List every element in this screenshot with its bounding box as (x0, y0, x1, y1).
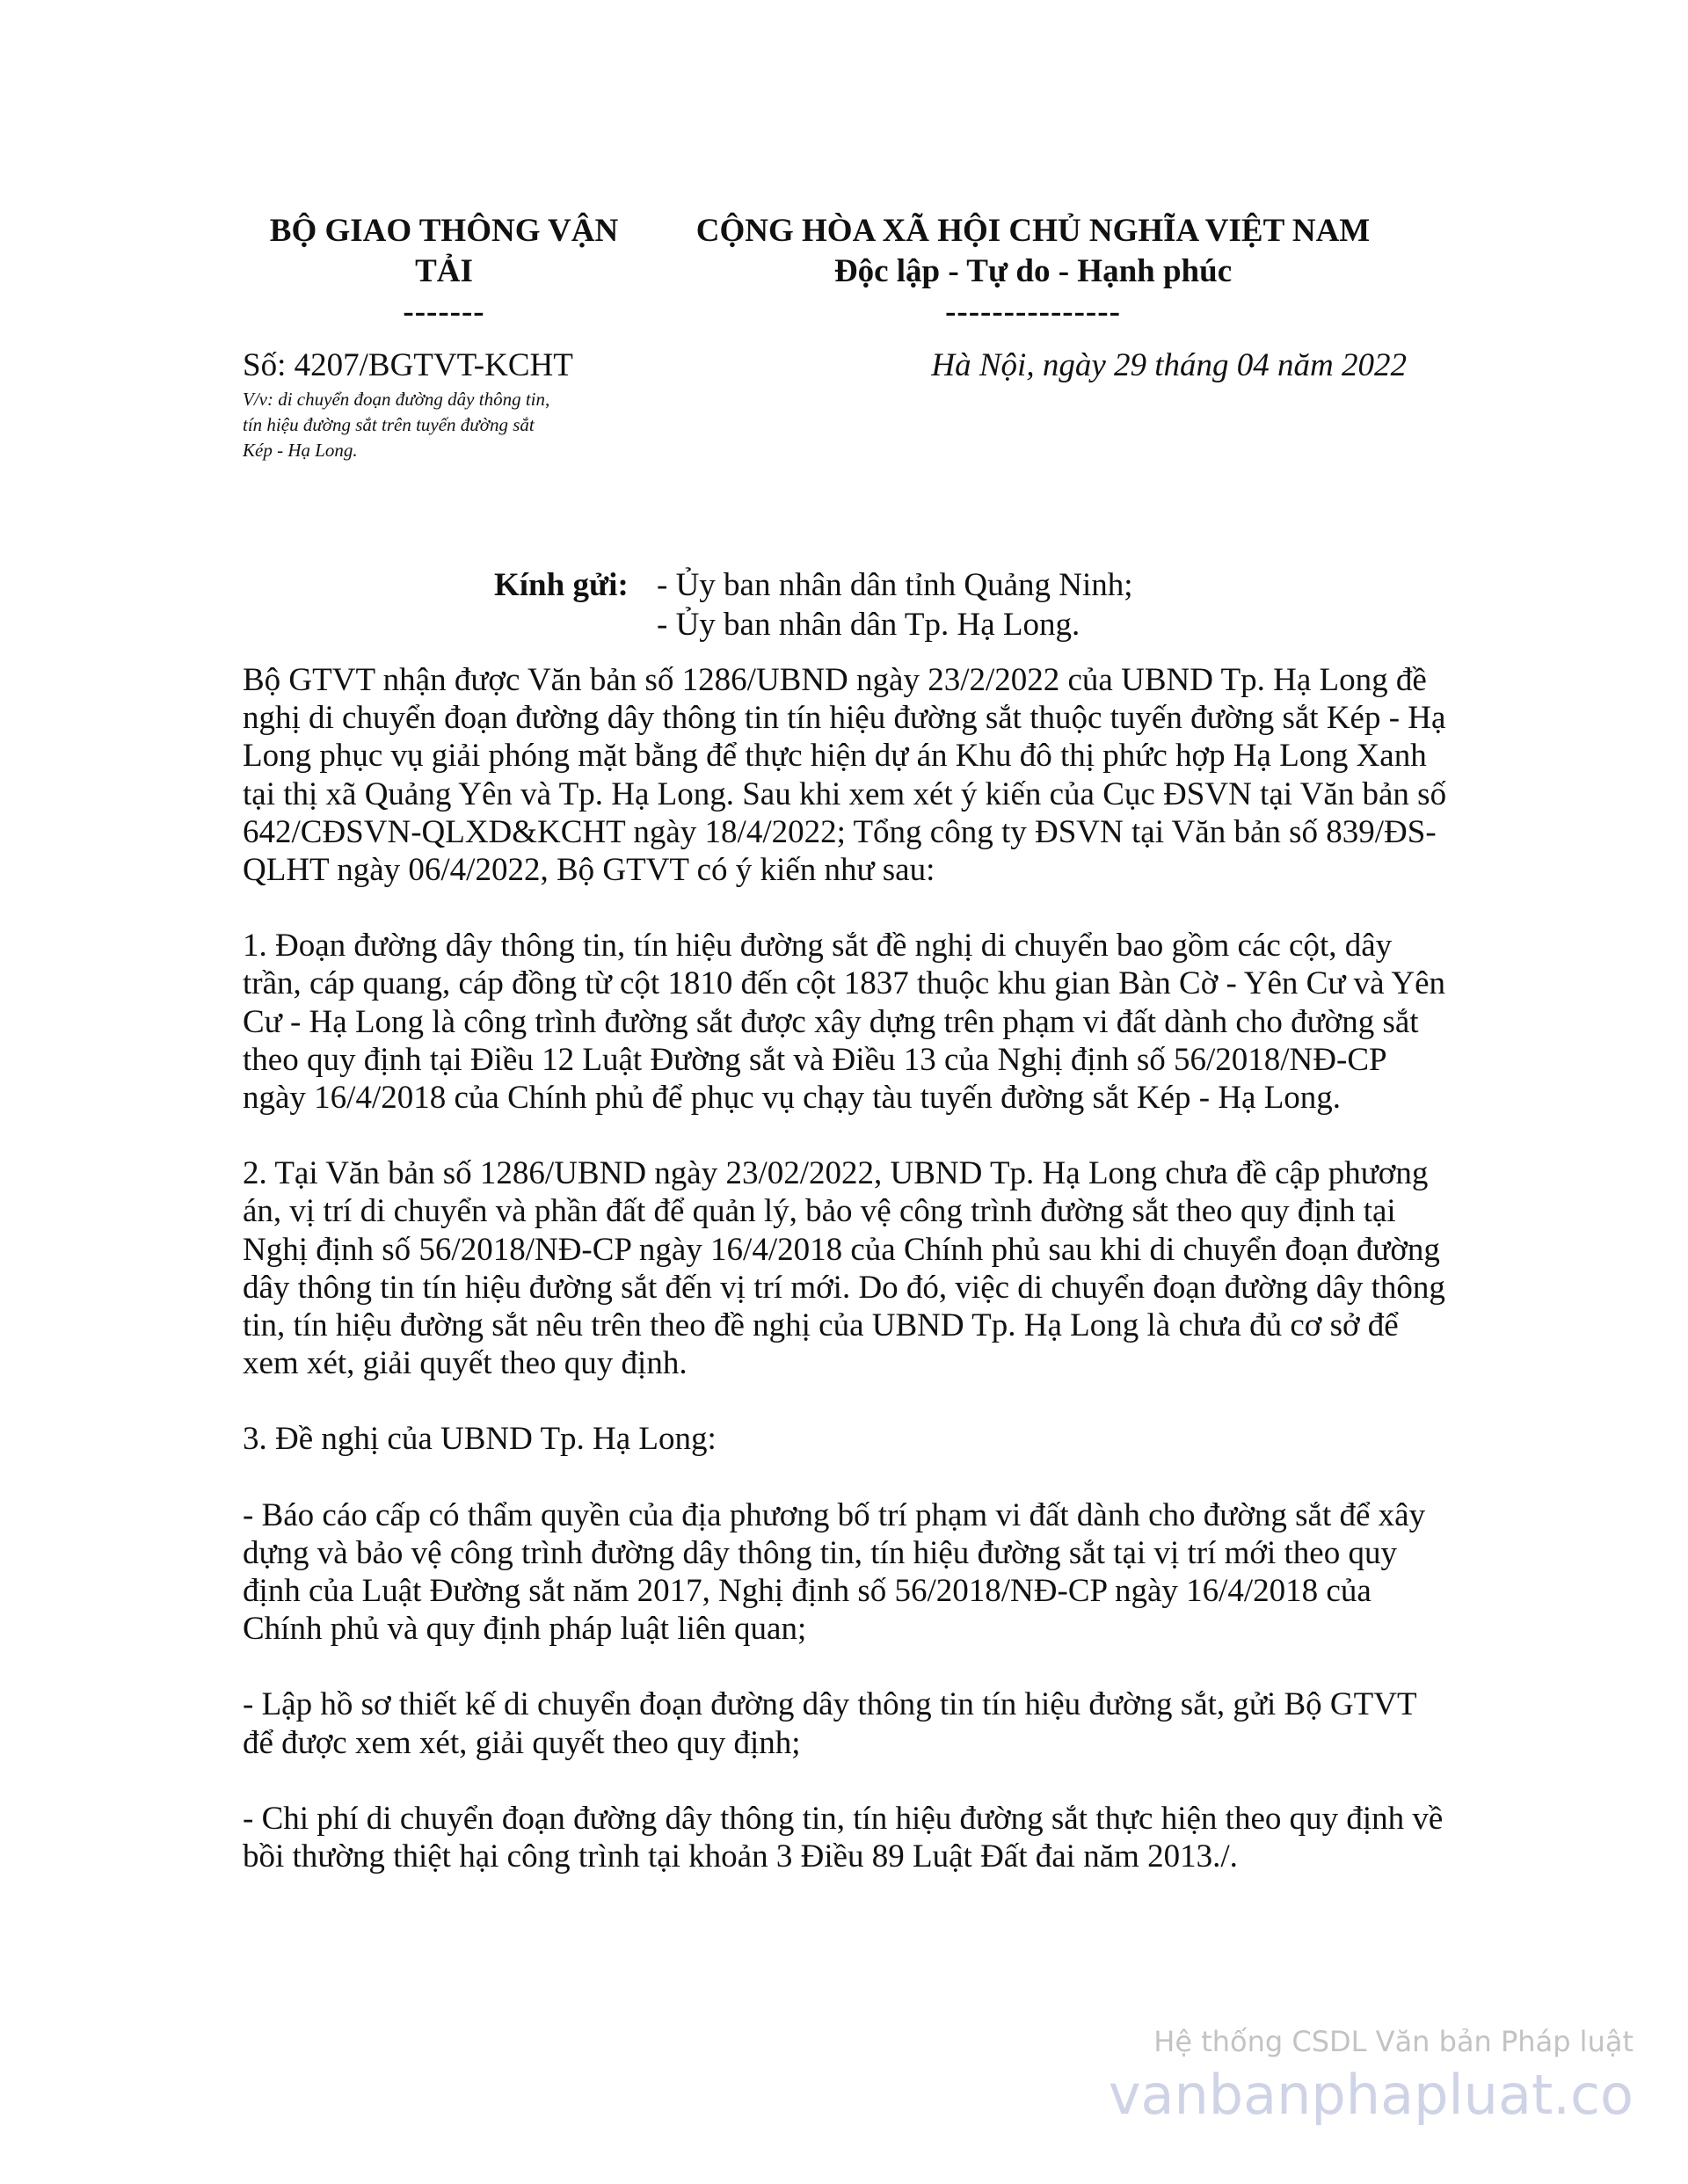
body-paragraph-3b: - Lập hồ sơ thiết kế di chuyển đoạn đường dây thông tin tín hiệu đường sắt, gửi Bộ GTVT để được xem xét, giải quyết theo quy định; (243, 1686, 1416, 1761)
agency-separator: ------- (403, 294, 485, 330)
document-subject (243, 387, 629, 463)
document-body (243, 661, 1447, 1913)
recipient-item: - Ủy ban nhân dân Tp. Hạ Long. (657, 607, 1080, 643)
body-paragraph-2: 2. Tại Văn bản số 1286/UBND ngày 23/02/2022, UBND Tp. Hạ Long chưa đề cập phương án, vị trí di chuyển và phần đất để quản lý, bảo vệ công trình đường sắt theo quy định tại Nghị định số 56/2018/NĐ-CP ngày 16/4/2018 của Chính phủ sau khi di chuyển đoạn đường dây thông tin tín hiệu đường sắt đến vị trí mới. Do đó, việc di chuyển đoạn đường dây thông tin, tín hiệu đường sắt nêu trên theo đề nghị của UBND Tp. Hạ Long là chưa đủ cơ sở để xem xét, giải quyết theo quy định. (243, 1155, 1445, 1382)
subject-line-2: tín hiệu đường sắt trên tuyến đường sắt (243, 414, 535, 435)
motto-separator: --------------- (945, 294, 1121, 330)
recipients-label: Kính gửi: (494, 567, 629, 603)
issuing-agency (237, 211, 651, 332)
motto: Độc lập - Tự do - Hạnh phúc (833, 253, 1233, 289)
watermark-site: vanbanphapluat.co (1108, 2063, 1633, 2127)
agency-name-line2: TẢI (415, 253, 473, 289)
watermark-caption: Hệ thống CSDL Văn bản Pháp luật (1153, 2025, 1633, 2058)
document-date: Hà Nội, ngày 29 tháng 04 năm 2022 (931, 347, 1407, 383)
body-paragraph-3c: - Chi phí di chuyển đoạn đường dây thông tin, tín hiệu đường sắt thực hiện theo quy định về bồi thường thiệt hại công trình tại khoản 3 Điều 89 Luật Đất đai năm 2013./. (243, 1800, 1444, 1875)
subject-line-3: Kép - Hạ Long. (243, 440, 358, 461)
body-paragraph-intro: Bộ GTVT nhận được Văn bản số 1286/UBND ngày 23/2/2022 của UBND Tp. Hạ Long đề nghị di chuyển đoạn đường dây thông tin tín hiệu đường sắt thuộc tuyến đường sắt Kép - Hạ Long phục vụ giải phóng mặt bằng để thực hiện dự án Khu đô thị phức hợp Hạ Long Xanh tại thị xã Quảng Yên và Tp. Hạ Long. Sau khi xem xét ý kiến của Cục ĐSVN tại Văn bản số 642/CĐSVN-QLXD&KCHT ngày 18/4/2022; Tổng công ty ĐSVN tại Văn bản số 839/ĐS-QLHT ngày 06/4/2022, Bộ GTVT có ý kiến như sau: (243, 662, 1447, 889)
nation-name: CỘNG HÒA XÃ HỘI CHỦ NGHĨA VIỆT NAM (695, 213, 1371, 249)
body-paragraph-3a: - Báo cáo cấp có thẩm quyền của địa phương bố trí phạm vi đất dành cho đường sắt để xây dựng và bảo vệ công trình đường dây thông tin, tín hiệu đường sắt tại vị trí mới theo quy định của Luật Đường sắt năm 2017, Nghị định số 56/2018/NĐ-CP ngày 16/4/2018 của Chính phủ và quy định pháp luật liên quan; (243, 1496, 1426, 1648)
recipients (494, 565, 1133, 644)
body-paragraph-3: 3. Đề nghị của UBND Tp. Hạ Long: (243, 1421, 717, 1458)
agency-name-line1: BỘ GIAO THÔNG VẬN (269, 213, 619, 249)
recipient-item: - Ủy ban nhân dân tỉnh Quảng Ninh; (657, 567, 1133, 603)
national-motto-block (668, 211, 1398, 332)
subject-line-1: V/v: di chuyển đoạn đường dây thông tin, (243, 389, 550, 410)
body-paragraph-1: 1. Đoạn đường dây thông tin, tín hiệu đường sắt đề nghị di chuyển bao gồm các cột, dây trần, cáp quang, cáp đồng từ cột 1810 đến cột 1837 thuộc khu gian Bàn Cờ - Yên Cư và Yên Cư - Hạ Long là công trình đường sắt được xây dựng trên phạm vi đất dành cho đường sắt theo quy định tại Điều 12 Luật Đường sắt và Điều 13 của Nghị định số 56/2018/NĐ-CP ngày 16/4/2018 của Chính phủ để phục vụ chạy tàu tuyến đường sắt Kép - Hạ Long. (243, 928, 1446, 1117)
recipients-list (657, 565, 1133, 644)
document-number: Số: 4207/BGTVT-KCHT (243, 347, 573, 383)
